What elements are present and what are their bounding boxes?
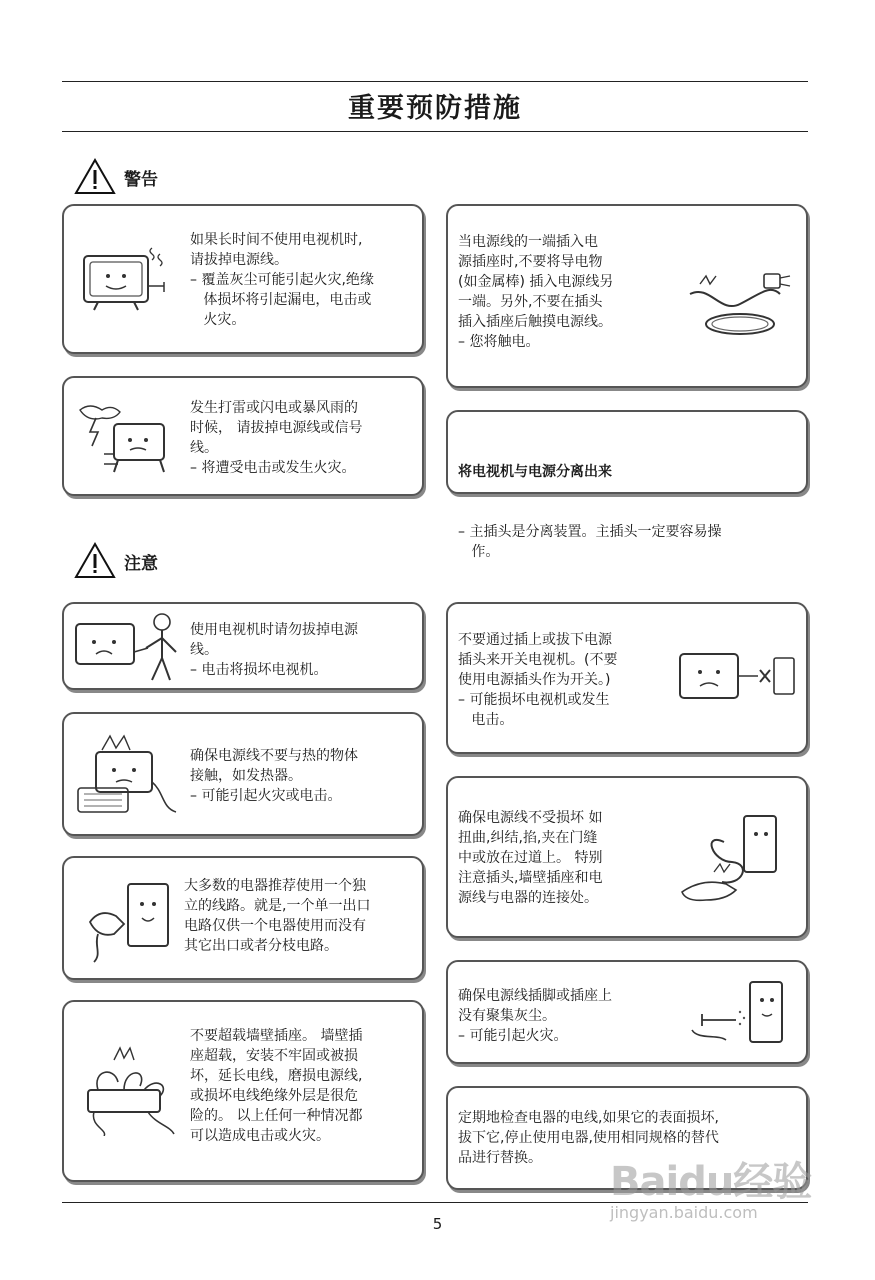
caution-text: 定期地检查电器的电线,如果它的表面损坏, 拔下它,停止使用电器,使用相同规格的替代 品进行替换。 bbox=[458, 1110, 719, 1166]
overloaded-outlet-illustration bbox=[74, 1046, 184, 1136]
watermark-logo: Baidu经验 bbox=[610, 1159, 812, 1205]
tv-dust-illustration bbox=[78, 246, 178, 316]
warning-card-lightning bbox=[62, 376, 424, 496]
warning-card-conductive-object bbox=[446, 204, 808, 388]
warning-text: 如果长时间不使用电视机时, 请拔掉电源线。 – 覆盖灰尘可能引起火灾,绝缘 体损坏将引起漏电，电击或 火灾。 bbox=[190, 232, 374, 328]
caution-label: 注意 bbox=[124, 553, 158, 574]
lightning-tv-illustration bbox=[74, 402, 180, 478]
watermark-url: jingyan.baidu.com bbox=[610, 1203, 758, 1222]
plug-outlet-illustration bbox=[80, 874, 180, 964]
caution-text: 确保电源线插脚或插座上 没有聚集灰尘。 – 可能引起火灾。 bbox=[458, 988, 612, 1044]
caution-card-dedicated-circuit bbox=[62, 856, 424, 980]
warning-triangle-icon bbox=[74, 158, 116, 196]
caution-text: 不要通过插上或拔下电源 插头来开关电视机。(不要 使用电源插头作为开关。) – 可能损坏电视机或发生 电击。 bbox=[458, 632, 618, 728]
warning-subheading: 将电视机与电源分离出来 bbox=[458, 464, 612, 480]
caution-card-do-not-unplug bbox=[62, 602, 424, 690]
power-cord-spark-illustration bbox=[680, 254, 800, 344]
warning-text: 当电源线的一端插入电 源插座时,不要将导电物 (如金属棒) 插入电源线另 一端。另外,不要在插头 插入插座后触摸电源线。 – 您将触电。 bbox=[458, 234, 614, 350]
caution-triangle-icon bbox=[74, 542, 116, 580]
tv-unplug-illustration bbox=[674, 644, 800, 718]
caution-card-cord-damage bbox=[446, 776, 808, 938]
warning-label: 警告 bbox=[124, 169, 158, 190]
page-title: 重要预防措施 bbox=[348, 93, 522, 124]
warning-text: – 主插头是分离装置。主插头一定要容易操 作。 bbox=[458, 524, 722, 560]
caution-card-dust bbox=[446, 960, 808, 1064]
cord-pinched-illustration bbox=[662, 802, 802, 918]
baidu-watermark bbox=[610, 1150, 811, 1222]
caution-heading bbox=[74, 542, 158, 580]
tv-person-illustration bbox=[70, 608, 186, 688]
caution-card-overload bbox=[62, 1000, 424, 1182]
top-rule bbox=[62, 81, 808, 82]
warning-card-disconnect bbox=[446, 410, 808, 560]
caution-text: 不要超载墙壁插座。 墙壁插 座超载，安装不牢固或被损 坏，延长电线，磨损电源线, 或损坏电线绝缘外层是很危 险的。 以上任何一种情况都 可以造成电击或火灾。 bbox=[190, 1028, 363, 1144]
caution-card-hot-objects bbox=[62, 712, 424, 836]
warning-text: 发生打雷或闪电或暴风雨的 时候， 请拔掉电源线或信号 线。 – 将遭受电击或发生火灾。 bbox=[190, 400, 363, 476]
caution-text: 大多数的电器推荐使用一个独 立的线路。就是,一个单一出口 电路仅供一个电器使用而没有 其它出口或者分枝电路。 bbox=[184, 878, 371, 954]
caution-text: 确保电源线不受损坏 如 扭曲,纠结,掐,夹在门缝 中或放在过道上。 特别 注意插头,墙壁插座和电 源线与电器的连接处。 bbox=[458, 810, 603, 906]
warning-text-block bbox=[458, 422, 800, 602]
caution-text: 使用电视机时请勿拔掉电源 线。 – 电击将损坏电视机。 bbox=[190, 622, 358, 678]
dusty-plug-illustration bbox=[682, 974, 802, 1054]
caution-text: 确保电源线不要与热的物体 接触，如发热器。 – 可能引起火灾或电击。 bbox=[190, 748, 358, 804]
title-underline bbox=[62, 131, 808, 132]
heater-tv-illustration bbox=[72, 732, 184, 822]
caution-card-power-switch bbox=[446, 602, 808, 754]
warning-card-unplug-long-time bbox=[62, 204, 424, 354]
page-number: 5 bbox=[432, 1215, 443, 1233]
warning-heading bbox=[74, 158, 158, 196]
